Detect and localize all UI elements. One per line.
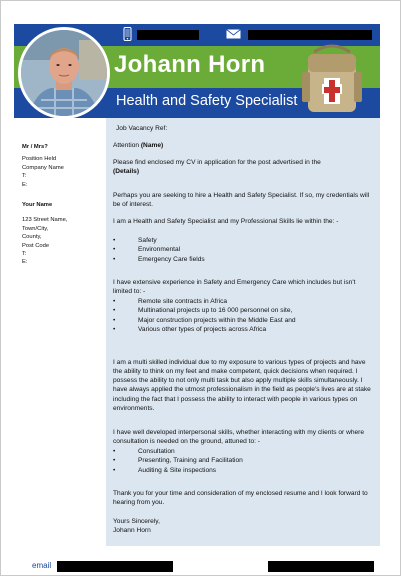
envelope-icon — [226, 29, 241, 39]
recipient-phone-label: T: — [22, 173, 27, 180]
signoff — [113, 517, 375, 536]
list-item: • Major construction projects within the Middle East and — [113, 316, 375, 325]
paragraph-1 — [113, 158, 375, 177]
recipient-email-label: E: — [22, 181, 28, 188]
attention-prefix: Attention — [113, 142, 141, 149]
details-placeholder: (Details) — [113, 168, 140, 176]
paragraph-1-text: Please find enclosed my CV in application for the post advertised in the — [113, 159, 321, 166]
position-held: Position Held — [22, 156, 57, 163]
address-line-1: 123 Street Name, — [22, 217, 68, 224]
sender-block — [22, 201, 104, 267]
your-name: Your Name — [22, 202, 53, 208]
first-aid-bag-icon — [300, 42, 364, 118]
list-item: • Multinational projects up to 16 000 personnel on site, — [113, 306, 375, 315]
paragraph-5: I am a multi skilled individual due to my exposure to various types of projects and have the ability to think on my feet and make competent, quick decisions when required. I possess the ability to not only multi task but also apply multiple skills simultaneously. I have always applied the utmost professionalism in the field as people's lives are at stake including the fact that I possess the ability to interact with people in various types on environments. — [113, 358, 371, 413]
sender-phone-label: T: — [22, 251, 27, 258]
skills-list — [113, 236, 375, 264]
paragraph-2: Perhaps you are seeking to hire a Health and Safety Specialist. If so, my credentials will be of interest. — [113, 191, 370, 208]
interpersonal-list — [113, 447, 375, 475]
profile-photo — [18, 27, 110, 119]
attention-name: (Name) — [140, 142, 164, 149]
footer-phone-redacted — [268, 561, 374, 572]
candidate-name: Johann Horn — [114, 51, 266, 78]
footer-email-label: email — [32, 561, 52, 570]
recipient-block — [22, 143, 104, 189]
address-line-4: Post Code — [22, 242, 50, 249]
list-item: • Emergency Care fields — [113, 255, 375, 264]
company-name: Company Name — [22, 164, 64, 171]
address-line-3: County, — [22, 234, 42, 241]
paragraph-6: I have well developed interpersonal skills, whether interacting with my clients or where consultation is needed on the ground, attuned to: - — [113, 428, 365, 445]
email-redacted — [248, 30, 372, 40]
list-item: • Various other types of projects across Africa — [113, 325, 375, 334]
list-item: • Environmental — [113, 245, 375, 254]
attention-line — [113, 141, 375, 150]
phone-number-redacted — [137, 30, 199, 40]
paragraph-7: Thank you for your time and consideration of my enclosed resume and I look forward to hearing from you. — [113, 489, 368, 506]
sender-email-label: E: — [22, 259, 28, 266]
list-item: • Auditing & Site inspections — [113, 466, 375, 475]
list-item: • Safety — [113, 236, 375, 245]
salutation: Mr / Mrs? — [22, 144, 48, 150]
address-line-2: Town/City, — [22, 225, 49, 232]
list-item: • Remote site contracts in Africa — [113, 297, 375, 306]
paragraph-4: I have extensive experience in Safety and Emergency Care which includes but isn't limited to: - — [113, 278, 356, 295]
closing: Yours Sincerely, — [113, 518, 160, 525]
list-item: • Consultation — [113, 447, 375, 456]
list-item: • Presenting, Training and Facilitation — [113, 456, 375, 465]
experience-list — [113, 297, 375, 334]
paragraph-3: I am a Health and Safety Specialist and my Professional Skills lie within the: - — [113, 217, 339, 225]
job-vacancy-ref: Job Vacancy Ref: — [116, 125, 168, 132]
mobile-phone-icon — [123, 27, 132, 41]
footer-email-redacted — [57, 561, 173, 572]
job-title: Health and Safety Specialist — [116, 93, 298, 109]
signature: Johann Horn — [113, 527, 151, 535]
